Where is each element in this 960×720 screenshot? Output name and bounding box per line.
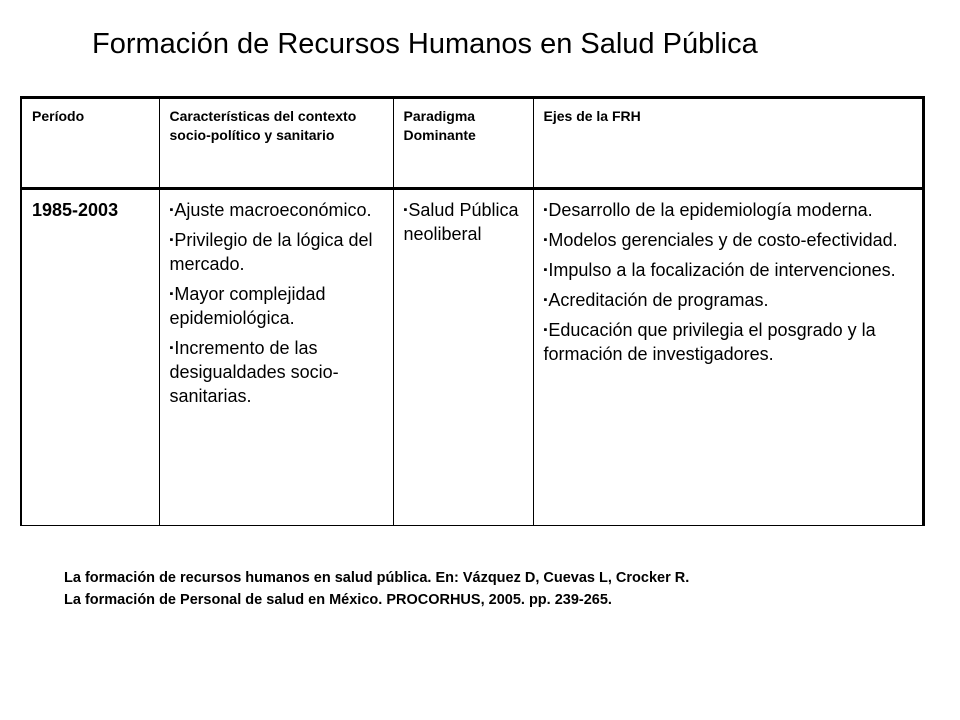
header-period: Período xyxy=(21,98,159,189)
list-item-text: Modelos gerenciales y de costo-efectividad. xyxy=(548,230,898,250)
table-header-row xyxy=(21,98,923,189)
square-bullet-icon: ▪ xyxy=(543,264,548,276)
square-bullet-icon: ▪ xyxy=(169,204,174,216)
square-bullet-icon: ▪ xyxy=(169,342,174,354)
square-bullet-icon: ▪ xyxy=(543,204,548,216)
page-title: Formación de Recursos Humanos en Salud Pública xyxy=(92,28,758,60)
axes-cell xyxy=(533,189,923,526)
square-bullet-icon: ▪ xyxy=(169,288,174,300)
list-item-text: Acreditación de programas. xyxy=(548,290,769,310)
list-item xyxy=(544,288,912,312)
list-item-text: Desarrollo de la epidemiología moderna. xyxy=(548,200,873,220)
list-item-text: Privilegio de la lógica del mercado. xyxy=(169,230,373,274)
list-item-text: Educación que privilegia el posgrado y la formación de investigadores. xyxy=(543,320,876,364)
header-axes: Ejes de la FRH xyxy=(533,98,923,189)
citation-line-1: La formación de recursos humanos en salud pública. En: Vázquez D, Cuevas L, Crocker R. xyxy=(64,570,690,586)
square-bullet-icon: ▪ xyxy=(543,324,548,336)
period-cell: 1985-2003 xyxy=(21,189,159,526)
list-item xyxy=(170,198,383,222)
list-item-text: Ajuste macroeconómico. xyxy=(174,200,372,220)
list-item xyxy=(544,258,912,282)
context-cell xyxy=(159,189,393,526)
square-bullet-icon: ▪ xyxy=(169,234,174,246)
square-bullet-icon: ▪ xyxy=(543,234,548,246)
square-bullet-icon: ▪ xyxy=(543,294,548,306)
list-item xyxy=(404,198,523,246)
list-item xyxy=(170,336,383,408)
header-context: Características del contexto socio-político y sanitario xyxy=(159,98,393,189)
citation xyxy=(64,567,904,611)
context-list xyxy=(170,198,383,408)
paradigm-list xyxy=(404,198,523,246)
paradigm-cell xyxy=(393,189,533,526)
list-item-text: Impulso a la focalización de intervenciones. xyxy=(548,260,896,280)
list-item xyxy=(544,228,912,252)
list-item xyxy=(544,318,912,366)
list-item-text: Incremento de las desigualdades socio-sanitarias. xyxy=(169,338,339,406)
table-row xyxy=(21,189,923,526)
list-item-text: Salud Pública neoliberal xyxy=(403,200,519,244)
header-paradigm: Paradigma Dominante xyxy=(393,98,533,189)
square-bullet-icon: ▪ xyxy=(403,204,408,216)
list-item xyxy=(170,282,383,330)
list-item xyxy=(544,198,912,222)
citation-line-2: La formación de Personal de salud en México. PROCORHUS, 2005. pp. 239-265. xyxy=(64,592,612,608)
frh-table xyxy=(20,96,925,526)
axes-list xyxy=(544,198,912,366)
list-item-text: Mayor complejidad epidemiológica. xyxy=(169,284,326,328)
list-item xyxy=(170,228,383,276)
